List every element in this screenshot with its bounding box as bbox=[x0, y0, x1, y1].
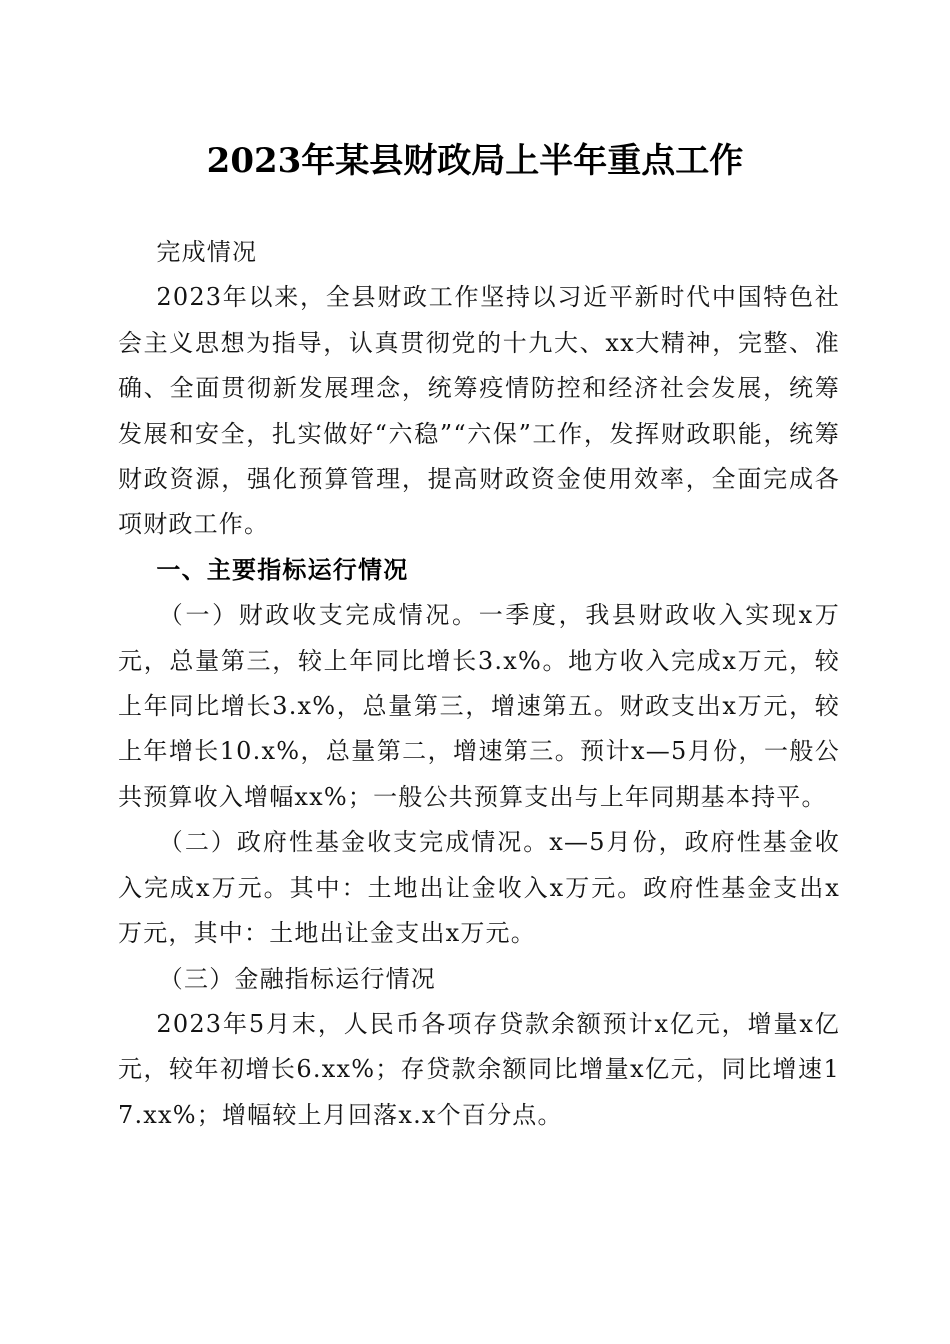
item-fiscal-revenue-expenditure: （一）财政收支完成情况。一季度，我县财政收入实现x万元，总量第三，较上年同比增长3.x%。地方收入完成x万元，较上年同比增长3.x%，总量第三，增速第五。财政支出x万元，较上年增长10.x%，总量第二，增速第三。预计x—5月份，一般公共预算收入增幅xx%；一般公共预算支出与上年同期基本持平。 bbox=[118, 601, 840, 811]
document-body bbox=[118, 230, 840, 1138]
section-label: 完成情况 bbox=[156, 238, 258, 266]
document-title: 2023年某县财政局上半年重点工作 bbox=[206, 141, 744, 181]
item-government-funds: （二）政府性基金收支完成情况。x—5月份，政府性基金收入完成x万元。其中：土地出让金收入x万元。政府性基金支出x万元，其中：土地出让金支出x万元。 bbox=[118, 828, 840, 948]
item-financial-indicators-body: 2023年5月末，人民币各项存贷款余额预计x亿元，增量x亿元，较年初增长6.xx%；存贷款余额同比增量x亿元，同比增速17.xx%；增幅较上月回落x.x个百分点。 bbox=[118, 1009, 840, 1129]
intro-paragraph: 2023年以来，全县财政工作坚持以习近平新时代中国特色社会主义思想为指导，认真贯彻党的十九大、xx大精神，完整、准确、全面贯彻新发展理念，统筹疫情防控和经济社会发展，统筹发展和安全，扎实做好“六稳”“六保”工作，发挥财政职能，统筹财政资源，强化预算管理，提高财政资金使用效率，全面完成各项财政工作。 bbox=[118, 283, 840, 539]
item-financial-indicators-title: （三）金融指标运行情况 bbox=[158, 964, 436, 993]
heading-main-indicators: 一、主要指标运行情况 bbox=[156, 555, 409, 584]
